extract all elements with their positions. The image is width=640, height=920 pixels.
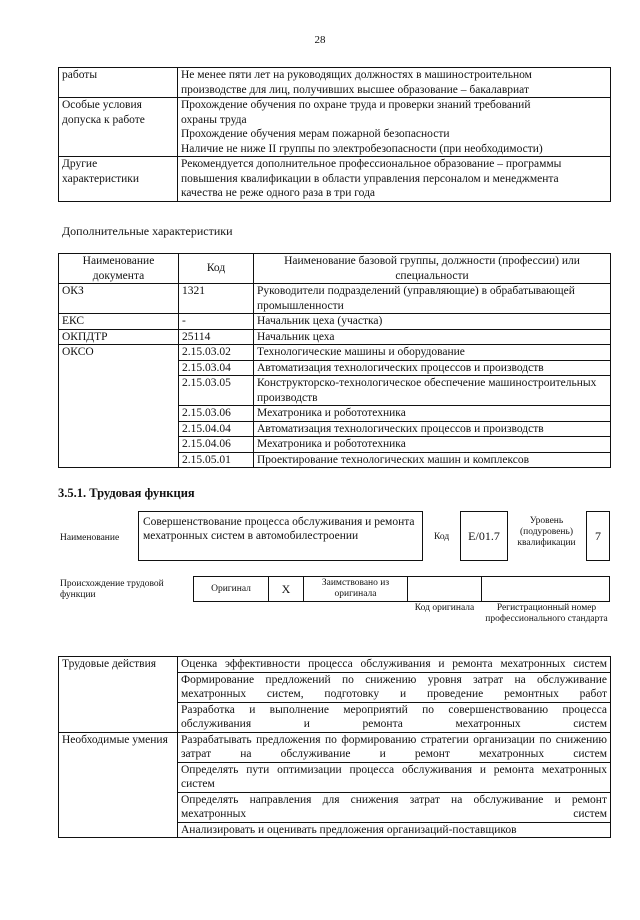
function-code-box: E/01.7 [460,511,508,561]
reg-number-label: Регистрационный номер профессионального стандарта [485,603,608,624]
row-label: Необходимые умения [59,732,178,838]
cell-name: Технологические машины и оборудование [254,345,611,361]
table-header-row [59,254,611,284]
action-item: Оценка эффективности процесса обслуживания и ремонта мехатронных систем [178,657,611,673]
skill-item: Анализировать и оценивать предложения организаций-поставщиков [178,822,611,838]
cell-name: Начальник цеха (участка) [254,314,611,330]
cell-name: Конструкторско-технологическое обеспечение машиностроительных производств [254,376,611,406]
content-line: качества не реже одного раза в три года [181,187,376,199]
table-row [59,345,611,361]
cell-name: Мехатроника и робототехника [254,406,611,422]
cell-code: 1321 [179,284,254,314]
cell-code: 2.15.04.04 [179,421,254,437]
content-line: Рекомендуется дополнительное профессиональное образование – программы [181,158,562,170]
level-label: Уровень (подуровень) квалификации [517,516,576,548]
original-mark-box: X [268,576,304,602]
function-heading: 3.5.1. Трудовая функция [58,486,195,500]
action-item: Разработка и выполнение мероприятий по совершенствованию процесса обслуживания и ремонта мехатронных систем [178,702,611,732]
header-name: Наименование базовой группы, должности (профессии) или специальности [254,254,611,284]
cell-name: Руководители подразделений (управляющие) в обрабатывающей промышленности [254,284,611,314]
borrowed-label-box: Заимствовано из оригинала [303,576,408,602]
cell-name: Автоматизация технологических процессов и производств [254,421,611,437]
row-label: Трудовые действия [59,657,178,733]
code-label: Код [434,532,450,542]
cell-document: ЕКС [59,314,179,330]
cell-code: 25114 [179,329,254,345]
cell-code: 2.15.03.02 [179,345,254,361]
table-row [59,314,611,330]
row-label: Другие характеристики [59,157,178,202]
table-row [59,157,611,202]
content-line: Не менее пяти лет на руководящих должностях в машиностроительном [181,69,532,81]
table-row [59,657,611,673]
skill-item: Определять направления для снижения затрат на обслуживание и ремонт мехатронных систем [178,792,611,822]
origin-label: Происхождение трудовой функции [60,579,164,600]
row-content [178,98,611,157]
cell-document: ОКСО [59,345,179,468]
reg-number-box [481,576,610,602]
content-line: Прохождение обучения по охране труда и проверки знаний требований [181,99,531,111]
additional-characteristics-title: Дополнительные характеристики [62,224,233,238]
header-document: Наименование документа [59,254,179,284]
code-original-label: Код оригинала [414,603,475,613]
row-label: Особые условия допуска к работе [59,98,178,157]
page-number: 28 [314,34,326,46]
cell-name: Мехатроника и робототехника [254,437,611,453]
code-original-box [407,576,482,602]
cell-document: ОКПДТР [59,329,179,345]
cell-code: 2.15.04.06 [179,437,254,453]
cell-code: - [179,314,254,330]
content-line: Прохождение обучения мерам пожарной безопасности [181,128,450,140]
content-line: Наличие не ниже II группы по электробезопасности (при необходимости) [181,142,543,155]
row-label: работы [59,68,178,98]
cell-code: 2.15.03.05 [179,376,254,406]
level-value-box: 7 [586,511,610,561]
skill-item: Разрабатывать предложения по формированию стратегии организации по снижению затрат на обслуживание и ремонт мехатронных систем [178,732,611,762]
row-content [178,157,611,202]
cell-code: 2.15.03.04 [179,360,254,376]
cell-code: 2.15.05.01 [179,452,254,468]
cell-name: Автоматизация технологических процессов и производств [254,360,611,376]
cell-name: Начальник цеха [254,329,611,345]
table-row [59,329,611,345]
cell-name: Проектирование технологических машин и комплексов [254,452,611,468]
additional-characteristics-table [58,253,611,468]
actions-table [58,656,611,838]
table-row [59,98,611,157]
table-row [59,68,611,98]
content-line: производстве для лиц, получивших высшее образование – бакалавриат [181,83,529,96]
row-content [178,68,611,98]
content-line: охраны труда [181,113,247,126]
header-code: Код [179,254,254,284]
content-line: повышения квалификации в области управления персоналом и менеджмента [181,172,559,185]
cell-code: 2.15.03.06 [179,406,254,422]
original-label-box: Оригинал [193,576,269,602]
action-item: Формирование предложений по снижению уровня затрат на обслуживание мехатронных систем, подготовку и проведение ремонтных работ [178,672,611,702]
skill-item: Определять пути оптимизации процесса обслуживания и ремонта мехатронных систем [178,762,611,792]
name-label: Наименование [60,533,120,543]
cell-document: ОКЗ [59,284,179,314]
function-name-box: Совершенствование процесса обслуживания и ремонта мехатронных систем в автомобилестроении [138,511,423,561]
table-row [59,284,611,314]
requirements-table [58,67,611,202]
table-row [59,732,611,762]
